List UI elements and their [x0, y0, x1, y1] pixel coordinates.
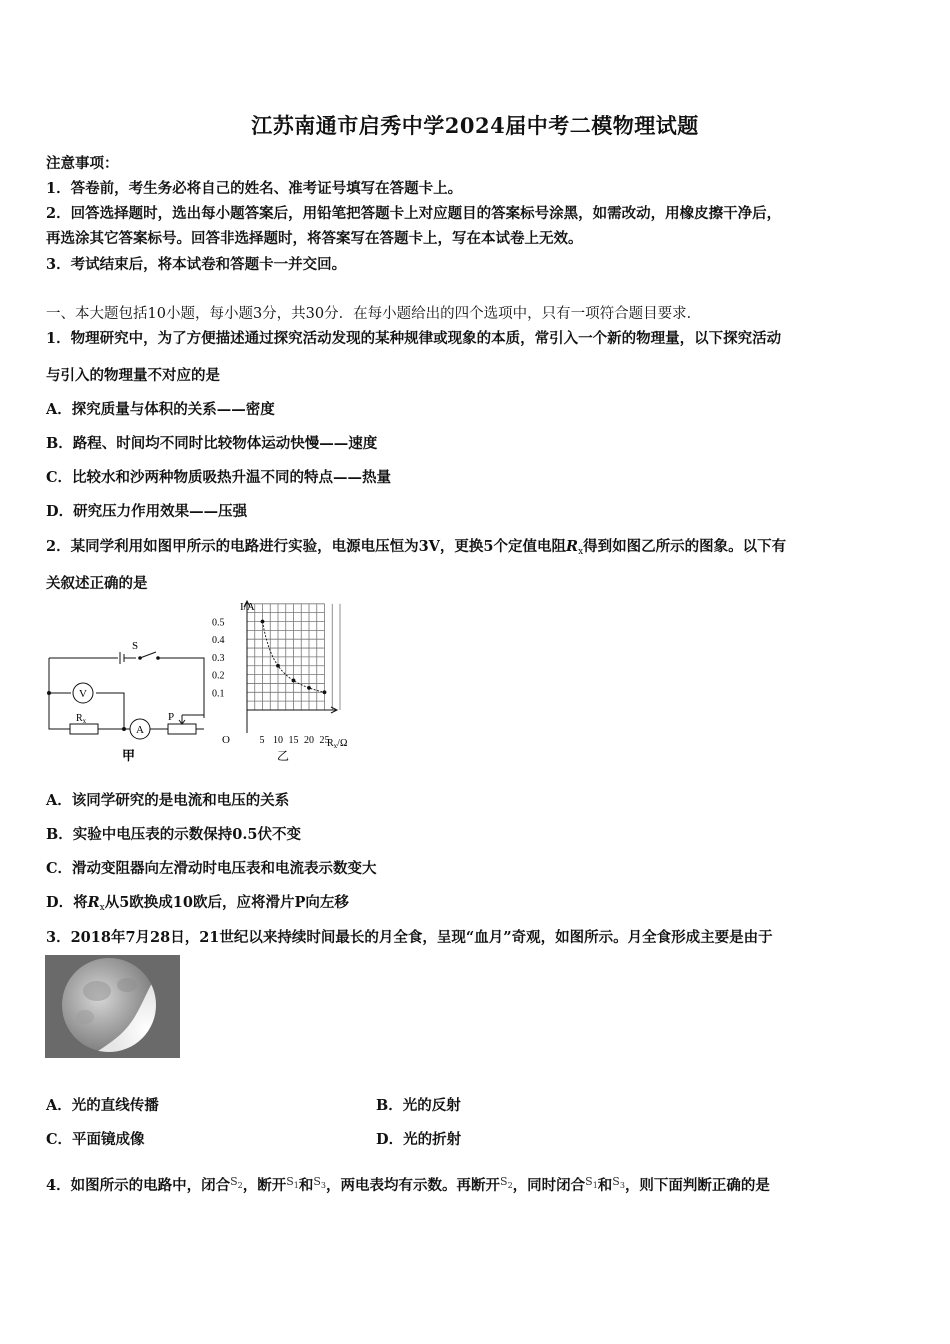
q2-option-b: B．实验中电压表的示数保持0.5伏不变 — [46, 826, 301, 843]
data-point — [307, 686, 311, 690]
x-tick-label: 20 — [304, 735, 314, 746]
notice-item: 再选涂其它答案标号。回答非选择题时，将答案写在答题卡上，写在本试卷上无效。 — [46, 230, 583, 247]
page-title: 江苏南通市启秀中学2024届中考二模物理试题 — [251, 113, 699, 138]
switch-s3: S3 — [313, 1175, 327, 1191]
notice-item: 2．回答选择题时，选出每小题答案后，用铅笔把答题卡上对应题目的答案标号涂黑，如需改动，用橡皮擦干净后， — [46, 205, 782, 222]
voltmeter-label: V — [79, 688, 87, 700]
ammeter-label: A — [136, 724, 144, 736]
data-point — [276, 664, 280, 668]
q2-option-c: C．滑动变阻器向左滑动时电压表和电流表示数变大 — [46, 860, 377, 877]
q1-option-b: B．路程、时间均不同时比较物体运动快慢——速度 — [46, 435, 378, 452]
origin-label: O — [222, 734, 230, 746]
data-point — [261, 620, 265, 624]
switch-s2: S2 — [500, 1175, 513, 1191]
q1-stem: 1．物理研究中，为了方便描述通过探究活动发现的某种规律或现象的本质，常引入一个新的物理量，以下探究活动 — [46, 330, 782, 347]
y-tick-label: 0.1 — [212, 688, 225, 700]
chart-grid — [247, 604, 340, 710]
notice-item: 3．考试结束后，将本试卷和答题卡一并交回。 — [46, 256, 347, 273]
q3-option-d: D．光的折射 — [376, 1131, 462, 1148]
notice-heading: 注意事项： — [46, 155, 119, 172]
notice-item: 1．答卷前，考生务必将自己的姓名、准考证号填写在答题卡上。 — [46, 180, 463, 197]
q4-stem: 4．如图所示的电路中，闭合$^{S_2}$，断开$^{S_1}$和$^{S_3}$，两电表均有示数。再断开$^{S_2}$，同时闭合$^{S_1}$和$^{S_3}$，则下面判断正确的是 — [46, 1175, 770, 1194]
y-tick-label: 0.2 — [212, 670, 225, 682]
circuit-diagram — [40, 636, 215, 766]
q2-option-d: D．将$R_x$从5欧换成10欧后，应将滑片P向左移 — [46, 894, 349, 913]
circuit-caption: 甲 — [122, 748, 136, 763]
q1-stem: 与引入的物理量不对应的是 — [46, 367, 220, 384]
q1-option-d: D．研究压力作用效果——压强 — [46, 503, 248, 520]
switch-s3: S3 — [612, 1175, 625, 1191]
y-tick-label: 0.5 — [212, 617, 225, 629]
q1-option-a: A．探究质量与体积的关系——密度 — [46, 401, 275, 418]
switch-s1: S1 — [585, 1175, 598, 1191]
blood-moon-photo — [45, 955, 180, 1058]
switch-s2: S2 — [230, 1175, 243, 1191]
q1-option-c: C．比较水和沙两种物质吸热升温不同的特点——热量 — [46, 469, 392, 486]
q3-option-b: B．光的反射 — [376, 1097, 461, 1114]
q2-option-a: A．该同学研究的是电流和电压的关系 — [46, 792, 290, 809]
x-tick-label: 25 — [319, 735, 330, 746]
y-axis-label: I/A — [240, 601, 255, 613]
q3-option-c: C．平面镜成像 — [46, 1131, 145, 1148]
resistor-label: $R_x$ — [76, 713, 87, 725]
x-tick-label: 15 — [288, 735, 299, 746]
section-intro: 一、本大题包括10小题，每小题3分，共30分．在每小题给出的四个选项中，只有一项符合题目要求． — [46, 306, 702, 322]
graph-caption: 乙 — [277, 749, 290, 763]
switch-s1: S1 — [286, 1175, 299, 1191]
slider-label: P — [168, 711, 175, 723]
current-resistance-graph — [208, 596, 368, 768]
x-tick-label: 5 — [259, 735, 265, 746]
q3-stem: 3．2018年7月28日，21世纪以来持续时间最长的月全食，呈现“血月”奇观，如图所示。月全食形成主要是由于 — [46, 929, 773, 946]
switch-label: S — [132, 640, 139, 652]
x-tick-label: 10 — [273, 735, 283, 746]
y-tick-label: 0.4 — [212, 635, 225, 647]
x-axis-label: $R_x/\Omega$ — [327, 738, 348, 750]
data-point — [292, 679, 296, 683]
q2-stem: 关叙述正确的是 — [46, 575, 148, 592]
q3-option-a: A．光的直线传播 — [46, 1097, 159, 1114]
q2-stem: 2．某同学利用如图甲所示的电路进行实验，电源电压恒为3V，更换5个定值电阻$R_x$得到如图乙所示的图象。以下有 — [46, 538, 787, 557]
y-tick-label: 0.3 — [212, 652, 225, 664]
data-point — [323, 690, 327, 694]
